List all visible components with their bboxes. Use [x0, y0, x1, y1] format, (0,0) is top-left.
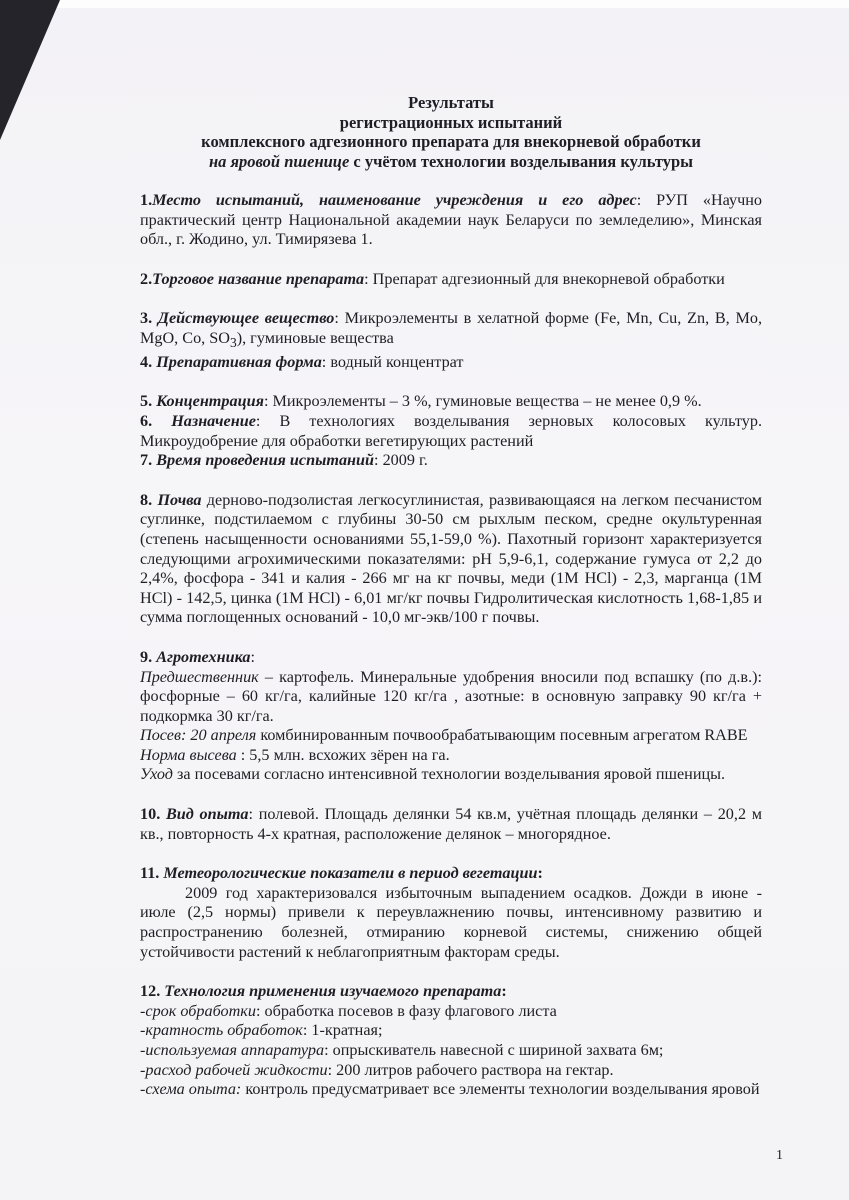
section-12-item: -схема опыта: контроль предусматривает все элементы технологии возделывания яровой [140, 1080, 760, 1099]
section-9-seeding-rate: Норма высева : 5,5 млн. всхожих зёрен на га. [140, 745, 450, 764]
title-line-4: на яровой пшенице с учётом технологии возделывания культуры [208, 151, 694, 171]
section-12-item: -кратность обработок: 1-кратная; [140, 1021, 383, 1040]
document-title [140, 93, 762, 171]
section-10: 10. Вид опыта: полевой. Площадь делянки 54 кв.м, учётная площадь делянки – 20,2 м кв., повторность 4-х кратная, расположение делянок – многорядное. [140, 805, 762, 843]
section-9-care: Уход за посевами согласно интенсивной технологии возделывания яровой пшеницы. [140, 765, 726, 784]
section-5: 5. Концентрация: Микроэлементы – 3 %, гуминовые вещества – не менее 0,9 %. [140, 392, 702, 411]
section-11-text: 2009 год характеризовался избыточным выпадением осадков. Дожди в июне - июле (2,5 нормы) привели к переувлажнению почвы, интенсивному развитию и распространению болезней, отмиранию корневой системы, снижению общей устойчивости растений к неблагоприятным факторам среды. [140, 883, 762, 961]
section-3: 3. Действующее вещество: Микроэлементы в хелатной форме (Fe, Mn, Cu, Zn, B, Mo, MgO, Co, $SO_3$), гуминовые вещества [140, 309, 763, 351]
section-12-item: -расход рабочей жидкости: 200 литров рабочего раствора на гектар. [140, 1060, 614, 1079]
section-2: 2.Торговое название препарата: Препарат адгезионный для внекорневой обработки [140, 269, 725, 288]
section-6: 6. Назначение: В технологиях возделывания зерновых колосовых культур. Микроудобрение для обработки вегетирующих растений [140, 411, 763, 450]
section-12-item: -срок обработки: обработка посевов в фазу флагового листа [140, 1001, 557, 1020]
section-11-heading: 11. Метеорологические показатели в период вегетации: [140, 864, 543, 883]
section-4: 4. Препаративная форма: водный концентрат [140, 352, 464, 371]
section-9-heading: 9. Агротехника: [140, 647, 255, 666]
section-9-sowing: Посев: 20 апреля комбинированным почвообрабатывающим посевным агрегатом RABE [140, 726, 748, 745]
section-1: 1.Место испытаний, наименование учреждения и его адрес: РУП «Научно практический центр Национальной академии наук Беларуси по земледелию», Минская обл., г. Жодино, ул. Тимирязева 1. [140, 191, 762, 249]
page-number: 1 [776, 1148, 783, 1163]
document-body [140, 93, 762, 1100]
title-line-1: Результаты [408, 93, 494, 112]
title-line-2: регистрационных испытаний [339, 112, 563, 132]
section-8: 8. Почва дерново-подзолистая легкосуглинистая, развивающаяся на легком песчанистом суглинке, подстилаемом с глубины 30-50 см рыхлым песком, средне окультуренная (степень насыщенности основаниями 55,1-59,0 %). Пахотный горизонт характеризуется следующими агрохимическими показателями: pH 5,9-6,1, содержание гумуса от 2,2 до 2,4%, фосфора - 341 и калия - 266 мг на кг почвы, меди (1М HCl) - 2,3, марганца (1М HCl) - 142,5, цинка (1М HCl) - 6,01 мг/кг почвы Гидролитическая кислотность 1,68-1,85 и сумма поглощенных оснований - 10,0 мг-экв/100 г почвы. [140, 490, 762, 627]
section-12-heading: 12. Технология применения изучаемого препарата: [140, 982, 507, 1001]
section-12-item: -используемая аппаратура: опрыскиватель навесной с шириной захвата 6м; [140, 1041, 664, 1060]
section-7: 7. Время проведения испытаний: 2009 г. [140, 451, 428, 470]
section-9-predecessor: Предшественник – картофель. Минеральные удобрения вносили под вспашку (по д.в.): фосфорные – 60 кг/га, калийные 120 кг/га , азотные: в основную заправку 90 кг/га + подкормка 30 кг/га. [140, 667, 762, 725]
title-line-3: комплексного адгезионного препарата для внекорневой обработки [201, 132, 701, 151]
scan-top-edge [0, 0, 849, 8]
scan-dark-corner [0, 0, 60, 140]
